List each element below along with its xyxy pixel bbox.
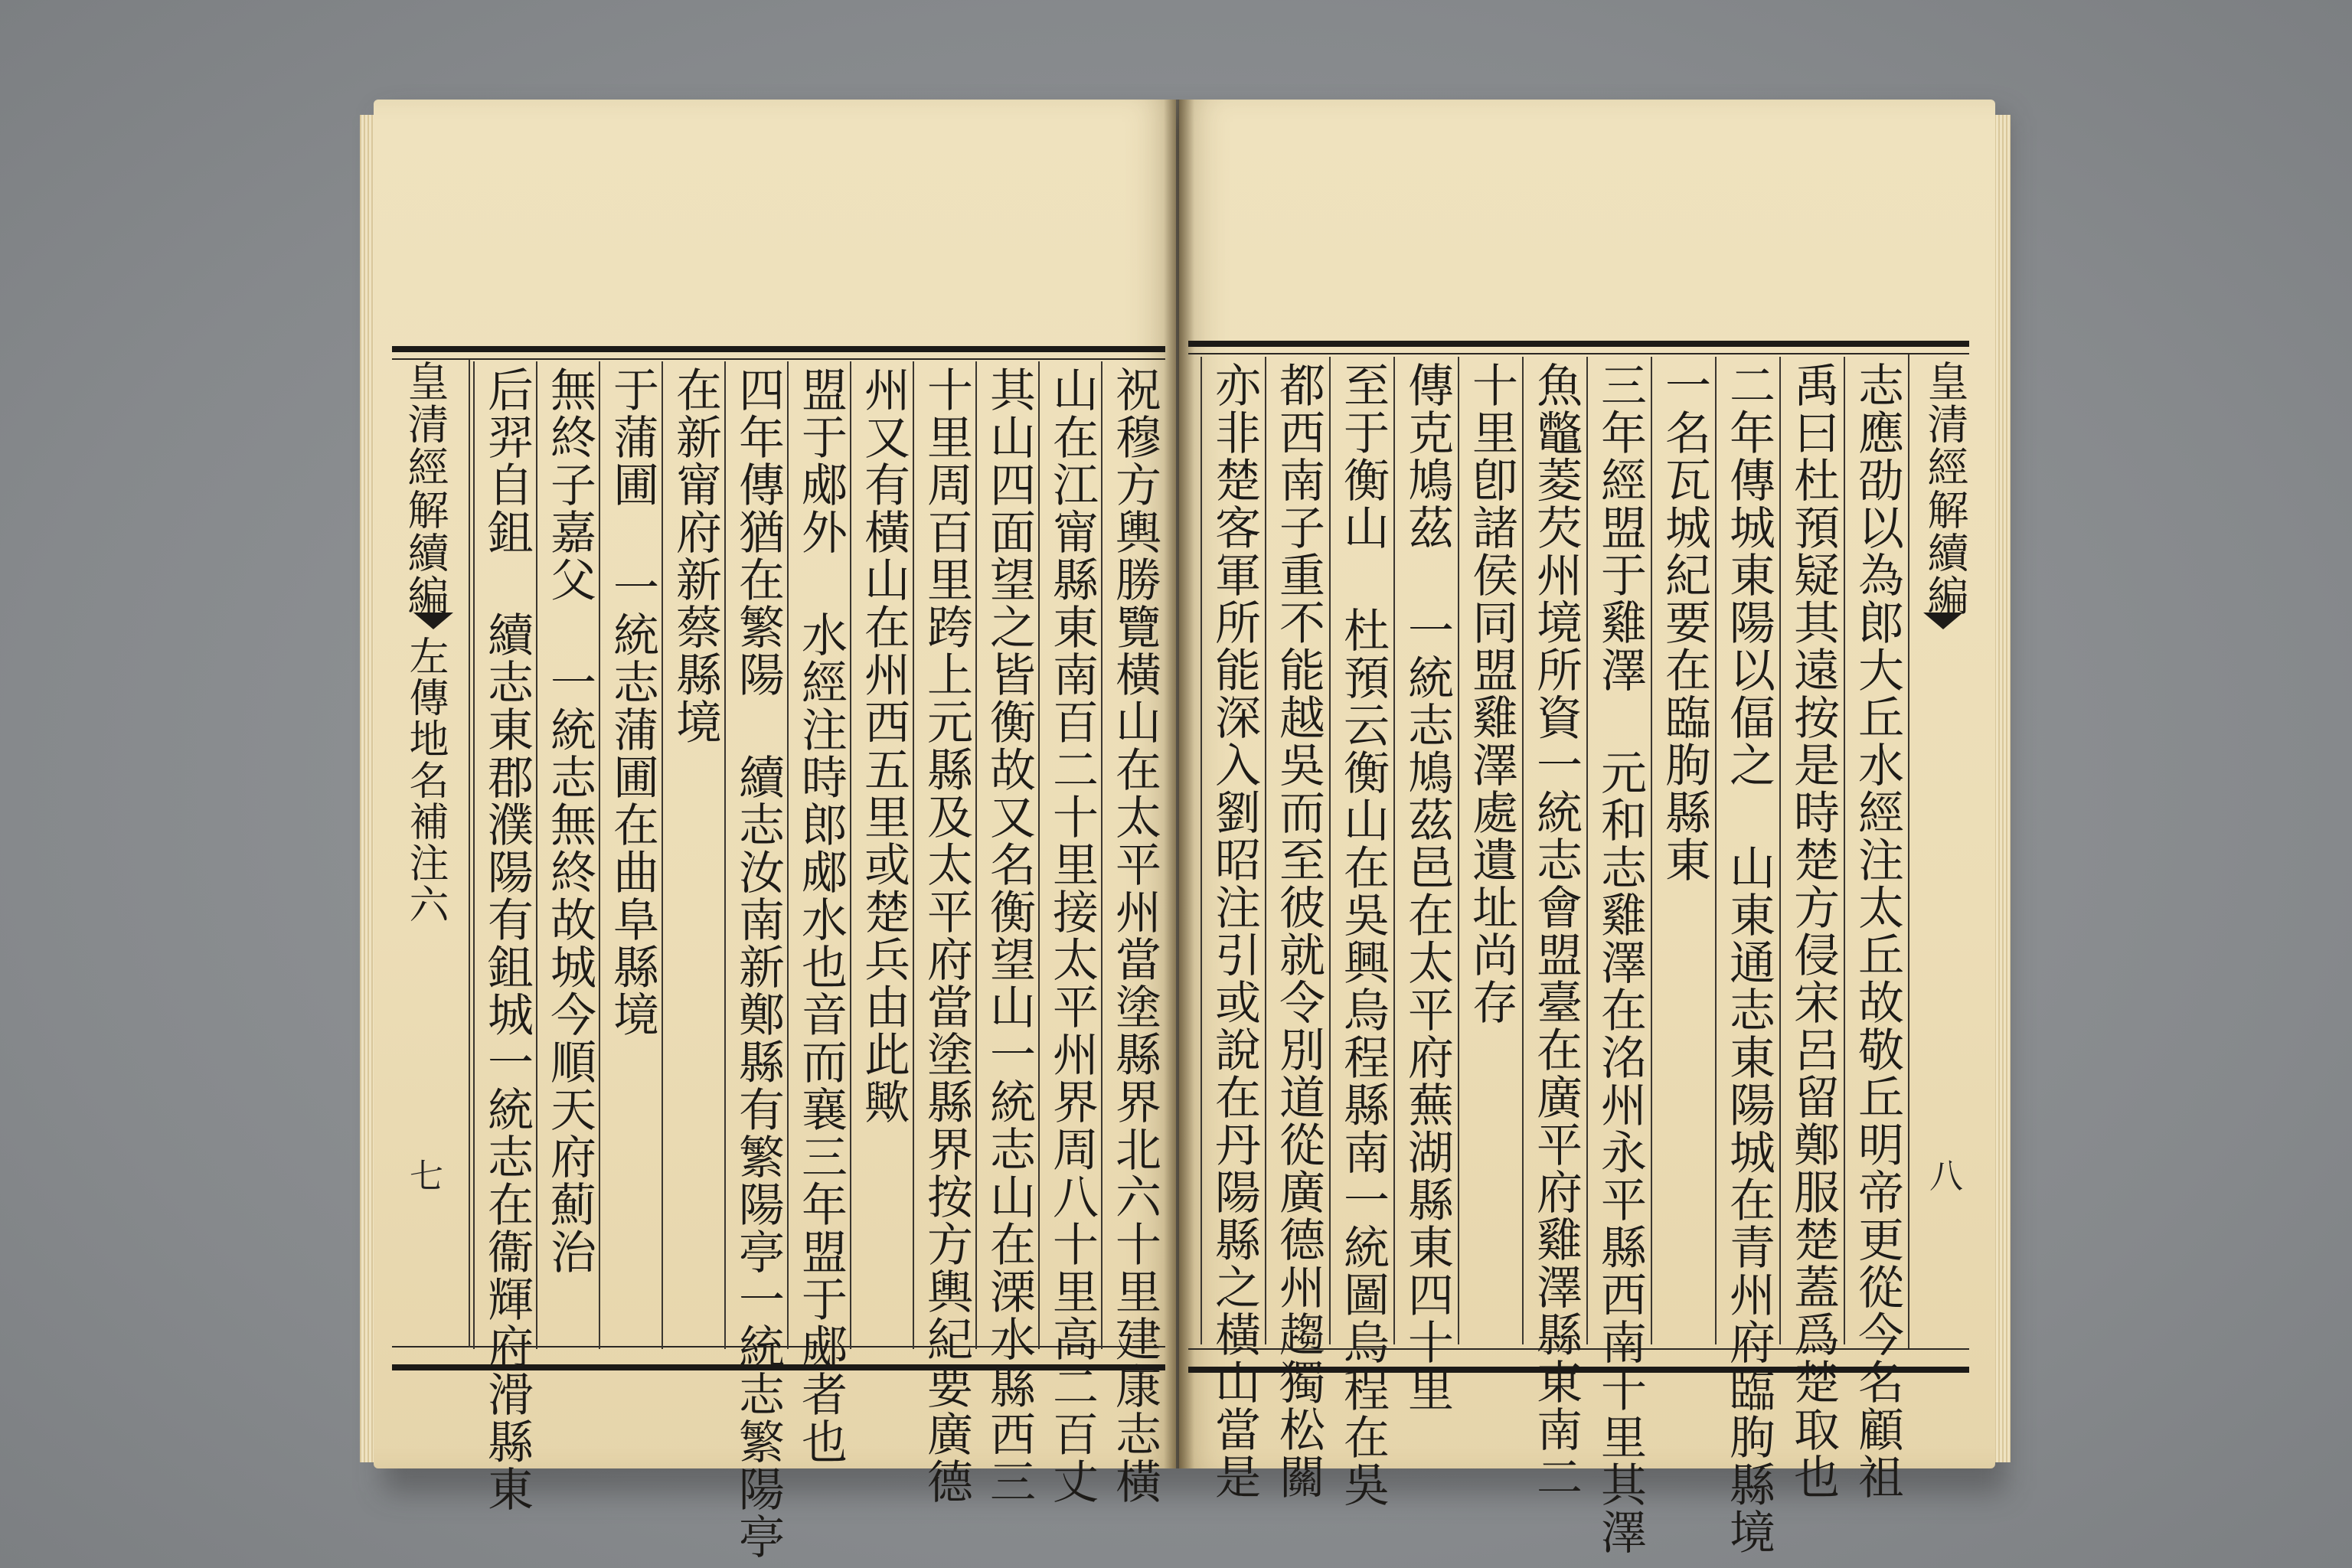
left-page-column: 山在江甯縣東南百二十里接太平州界周八十里高二百丈 [1045,366,1099,1505]
right-page-column: 至于衡山 杜預云衡山在吳興烏程縣南一統圖烏程在吳 [1336,361,1390,1508]
right-page-column: 一名瓦城紀要在臨朐縣東 [1658,361,1711,884]
right-page-column: 都西南子重不能越吳而至彼就令別道從廣德州趨獨松關 [1272,361,1325,1501]
right-page-number: 八 [1929,1157,1963,1196]
left-top-thin-rule [392,358,1165,360]
left-margin-rule [469,360,470,1348]
left-page-column: 無終子嘉父 一統志無終故城今順天府薊治 [543,366,596,1276]
left-fishtail-mark [413,612,453,629]
left-page-column: 在新甯府新蔡縣境 [668,366,722,746]
right-page-column-rule [1651,357,1652,1344]
right-page-column-rule [1586,357,1588,1344]
right-page-column-rule [1779,357,1781,1344]
left-page-column: 州又有橫山在州西五里或楚兵由此歟 [857,366,910,1125]
left-page-column: 后羿自鉏 續志東郡濮陽有鉏城一統志在衞輝府滑縣東 [480,366,534,1513]
right-page-column-rule [1715,357,1717,1344]
left-page-column: 祝穆方輿勝覽橫山在太平州當塗縣界北六十里建康志橫 [1108,366,1161,1505]
right-page-column: 亦非楚客軍所能深入劉昭注引或說在丹陽縣之橫山當是 [1207,361,1261,1501]
left-margin-title: 皇清經解續編 [401,360,449,617]
left-page-column-rule [473,361,475,1349]
right-page-column: 志應劭以為郎大丘水經注太丘故敬丘明帝更從今名顧祖 [1851,361,1904,1501]
left-page-number: 七 [410,1157,443,1196]
right-page-column: 三年經盟于雞澤 元和志雞澤在洺州永平縣西南十里其澤 [1593,361,1647,1556]
right-page-column-rule [1458,357,1459,1344]
left-page-column: 于蒲圃 一統志蒲圃在曲阜縣境 [606,366,659,1038]
right-page-column-rule [1200,357,1202,1344]
right-margin-title: 皇清經解續編 [1921,360,1969,617]
left-page-column: 其山四面望之皆衡故又名衡望山一統志山在溧水縣西三 [982,366,1036,1505]
right-page-column: 二年傳城東陽以偪之 山東通志東陽城在青州府臨朐縣境 [1722,361,1775,1556]
right-page-column: 十里卽諸侯同盟雞澤處遺址尚存 [1465,361,1518,1026]
left-page-column: 四年傳猶在繁陽 續志汝南新鄭縣有繁陽亭一統志繁陽亭 [731,366,785,1560]
right-page-column-rule [1265,357,1266,1344]
right-top-thin-rule [1188,353,1969,354]
right-fishtail-mark [1923,612,1963,629]
right-page-column: 禹曰杜預疑其遠按是時楚方侵宋呂留鄭服楚蓋爲楚取也 [1786,361,1840,1501]
left-margin-subtitle: 左傳地名補注六 [402,635,448,925]
right-page-column-rule [1393,357,1395,1344]
right-page-column-rule [1844,357,1845,1344]
right-margin-rule [1908,354,1909,1348]
right-page-column: 傳克鳩茲 一統志鳩茲邑在太平府蕪湖縣東四十里 [1400,361,1454,1413]
right-page-column-rule [1522,357,1524,1344]
left-page-column: 十里周百里跨上元縣及太平府當塗縣界按方輿紀要廣德 [920,366,973,1505]
right-page-column: 魚鼈菱芡州境所資一統志會盟臺在廣平府雞澤縣東南二 [1529,361,1583,1501]
right-page-column-rule [1329,357,1331,1344]
left-page-column: 盟于郕外 水經注時郎郕水也音而襄三年盟于郕者也 [794,366,848,1465]
